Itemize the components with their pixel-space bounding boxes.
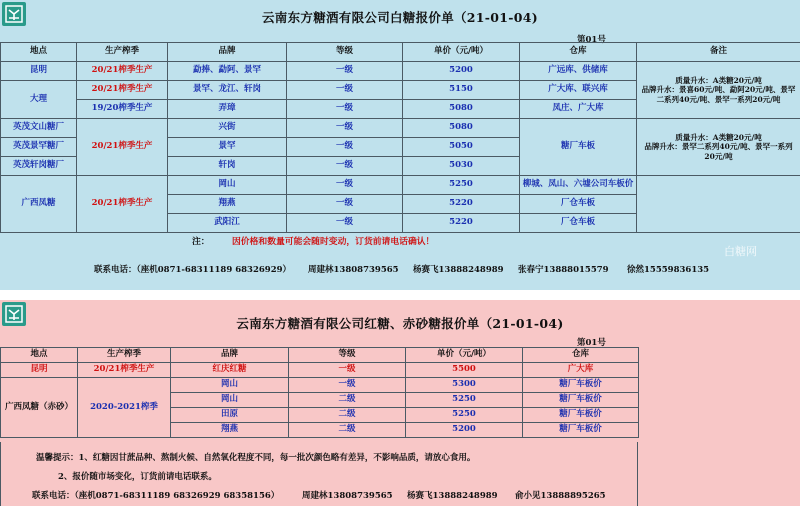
tip-line-2: 2、报价随市场变化，订货前请电话联系。 bbox=[58, 472, 217, 482]
grade-cell: 一级 bbox=[287, 119, 403, 138]
season-cell: 20/21榨季生产 bbox=[78, 363, 171, 378]
brand-cell: 轩岗 bbox=[168, 157, 287, 176]
price-cell: 5050 bbox=[403, 138, 520, 157]
grade-cell: 一级 bbox=[287, 214, 403, 233]
header-price: 单价（元/吨） bbox=[403, 43, 520, 62]
brand-cell: 武阳江 bbox=[168, 214, 287, 233]
brand-cell: 景罕 bbox=[168, 138, 287, 157]
contact-phone-label: 联系电话：（座机0871-68311189 68326929 68358156） bbox=[32, 491, 280, 501]
remark-text: 因价格和数量可能会随时变动，订货前请电话确认！ bbox=[232, 237, 435, 247]
warehouse-cell: 糖厂车板 bbox=[520, 119, 637, 176]
place-cell: 昆明 bbox=[1, 62, 77, 81]
place-cell: 广西凤糖（赤砂） bbox=[1, 378, 78, 438]
price-cell: 5250 bbox=[403, 176, 520, 195]
season-cell: 20/21榨季生产 bbox=[77, 62, 168, 81]
remarks-cell-1 bbox=[637, 62, 800, 119]
brand-cell: 翔燕 bbox=[168, 195, 287, 214]
brown-sugar-table bbox=[0, 347, 639, 438]
header-grade: 等级 bbox=[287, 43, 403, 62]
header-grade: 等级 bbox=[289, 348, 406, 363]
price-cell: 5200 bbox=[406, 423, 523, 438]
remarks-cell-2 bbox=[637, 119, 800, 176]
brand-cell: 勐捧、勐阿、景罕 bbox=[168, 62, 287, 81]
table-row bbox=[1, 363, 639, 378]
brown-sugar-price-sheet bbox=[0, 300, 800, 506]
document-number: 第01号 bbox=[577, 35, 606, 45]
brand-cell: 景罕、龙江、轩岗 bbox=[168, 81, 287, 100]
price-cell: 5080 bbox=[403, 100, 520, 119]
price-cell: 5250 bbox=[406, 408, 523, 423]
watermark: 白糖网 bbox=[724, 245, 757, 258]
contact-person: 杨赛飞13888248989 bbox=[407, 491, 498, 501]
grade-cell: 二级 bbox=[289, 408, 406, 423]
brand-cell: 兴街 bbox=[168, 119, 287, 138]
warehouse-cell: 凤庄、广大库 bbox=[520, 100, 637, 119]
warehouse-cell: 糖厂车板价 bbox=[523, 378, 639, 393]
brand-cell: 田原 bbox=[171, 408, 289, 423]
price-cell: 5030 bbox=[403, 157, 520, 176]
grade-cell: 二级 bbox=[289, 423, 406, 438]
price-cell: 5080 bbox=[403, 119, 520, 138]
header-warehouse: 仓库 bbox=[520, 43, 637, 62]
season-cell: 20/21榨季生产 bbox=[77, 119, 168, 176]
page-title: 云南东方糖酒有限公司红糖、赤砂糖报价单（21-01-04) bbox=[236, 316, 564, 331]
white-sugar-table bbox=[0, 42, 800, 233]
grade-cell: 一级 bbox=[287, 138, 403, 157]
price-cell: 5220 bbox=[403, 195, 520, 214]
contact-person: 周建林13808739565 bbox=[308, 265, 399, 275]
warehouse-cell: 广大库 bbox=[523, 363, 639, 378]
tip-line-1: 温馨提示：1、红糖因甘蔗品种、熬制火候、自然氧化程度不同，每一批次颜色略有差异，不影响品质，请放心食用。 bbox=[36, 453, 476, 463]
warehouse-cell: 广大库、联兴库 bbox=[520, 81, 637, 100]
document-number: 第01号 bbox=[577, 338, 606, 348]
grade-cell: 一级 bbox=[289, 363, 406, 378]
remarks-text: 质量升水：A类糖20元/吨 品牌升水：景罕二系列40元/吨、景罕一系列20元/吨 bbox=[644, 132, 793, 161]
warehouse-cell: 广远库、供储库 bbox=[520, 62, 637, 81]
grade-cell: 一级 bbox=[287, 157, 403, 176]
table-row bbox=[1, 119, 800, 138]
warehouse-cell: 厂仓车板 bbox=[520, 214, 637, 233]
grade-cell: 一级 bbox=[287, 195, 403, 214]
header-brand: 品牌 bbox=[168, 43, 287, 62]
price-cell: 5150 bbox=[403, 81, 520, 100]
place-cell: 英茂景罕糖厂 bbox=[1, 138, 77, 157]
brand-cell: 岡山 bbox=[171, 378, 289, 393]
contact-phone-label: 联系电话：（座机0871-68311189 68326929） bbox=[94, 265, 292, 275]
header-remarks: 备注 bbox=[637, 43, 800, 62]
section-separator bbox=[0, 290, 800, 300]
contact-person: 张春宁13888015579 bbox=[518, 265, 609, 275]
place-cell: 昆明 bbox=[1, 363, 78, 378]
season-cell: 2020-2021榨季 bbox=[78, 378, 171, 438]
price-cell: 5300 bbox=[406, 378, 523, 393]
grade-cell: 一级 bbox=[289, 378, 406, 393]
season-cell: 19/20榨季生产 bbox=[77, 100, 168, 119]
warehouse-cell: 糖厂车板价 bbox=[523, 423, 639, 438]
brand-cell: 岡山 bbox=[168, 176, 287, 195]
warehouse-cell: 糖厂车板价 bbox=[523, 408, 639, 423]
contact-person: 杨赛飞13888248989 bbox=[413, 265, 504, 275]
header-brand: 品牌 bbox=[171, 348, 289, 363]
contact-person: 周建林13808739565 bbox=[302, 491, 393, 501]
grade-cell: 一级 bbox=[287, 62, 403, 81]
price-cell: 5250 bbox=[406, 393, 523, 408]
price-cell: 5200 bbox=[403, 62, 520, 81]
header-place: 地点 bbox=[1, 43, 77, 62]
price-cell: 5500 bbox=[406, 363, 523, 378]
price-cell: 5220 bbox=[403, 214, 520, 233]
season-cell: 20/21榨季生产 bbox=[77, 176, 168, 233]
warehouse-cell: 柳城、凤山、六墟公司车板价 bbox=[520, 176, 637, 195]
header-season: 生产榨季 bbox=[77, 43, 168, 62]
header-price: 单价（元/吨） bbox=[406, 348, 523, 363]
brand-cell: 翔燕 bbox=[171, 423, 289, 438]
page-title: 云南东方糖酒有限公司白糖报价单（21-01-04) bbox=[262, 10, 538, 25]
brand-cell: 岡山 bbox=[171, 393, 289, 408]
table-row bbox=[1, 378, 639, 393]
brand-cell: 红庆红糖 bbox=[171, 363, 289, 378]
grade-cell: 二级 bbox=[289, 393, 406, 408]
warehouse-cell: 糖厂车板价 bbox=[523, 393, 639, 408]
place-cell: 英茂文山糖厂 bbox=[1, 119, 77, 138]
table-row bbox=[1, 176, 800, 195]
remark-label: 注： bbox=[192, 237, 210, 247]
place-cell: 英茂轩岗糖厂 bbox=[1, 157, 77, 176]
remarks-text: 质量升水：A类糖20元/吨 品牌升水：景喜60元/吨、勐阿20元/吨、景罕二系列40元/吨、景罕一系列20元/吨 bbox=[641, 75, 796, 104]
remarks-cell-empty bbox=[637, 176, 800, 233]
table-header-row bbox=[1, 43, 800, 62]
place-cell: 广西凤糖 bbox=[1, 176, 77, 233]
table-row bbox=[1, 62, 800, 81]
header-season: 生产榨季 bbox=[78, 348, 171, 363]
contact-person: 俞小见13888895265 bbox=[515, 491, 606, 501]
grade-cell: 一级 bbox=[287, 81, 403, 100]
season-cell: 20/21榨季生产 bbox=[77, 81, 168, 100]
header-place: 地点 bbox=[1, 348, 78, 363]
brand-cell: 弄璋 bbox=[168, 100, 287, 119]
place-cell: 大理 bbox=[1, 81, 77, 119]
grade-cell: 一级 bbox=[287, 100, 403, 119]
header-warehouse: 仓库 bbox=[523, 348, 639, 363]
contact-person: 徐然15559836135 bbox=[627, 265, 710, 275]
grade-cell: 一级 bbox=[287, 176, 403, 195]
warehouse-cell: 厂仓车板 bbox=[520, 195, 637, 214]
table-header-row bbox=[1, 348, 639, 363]
